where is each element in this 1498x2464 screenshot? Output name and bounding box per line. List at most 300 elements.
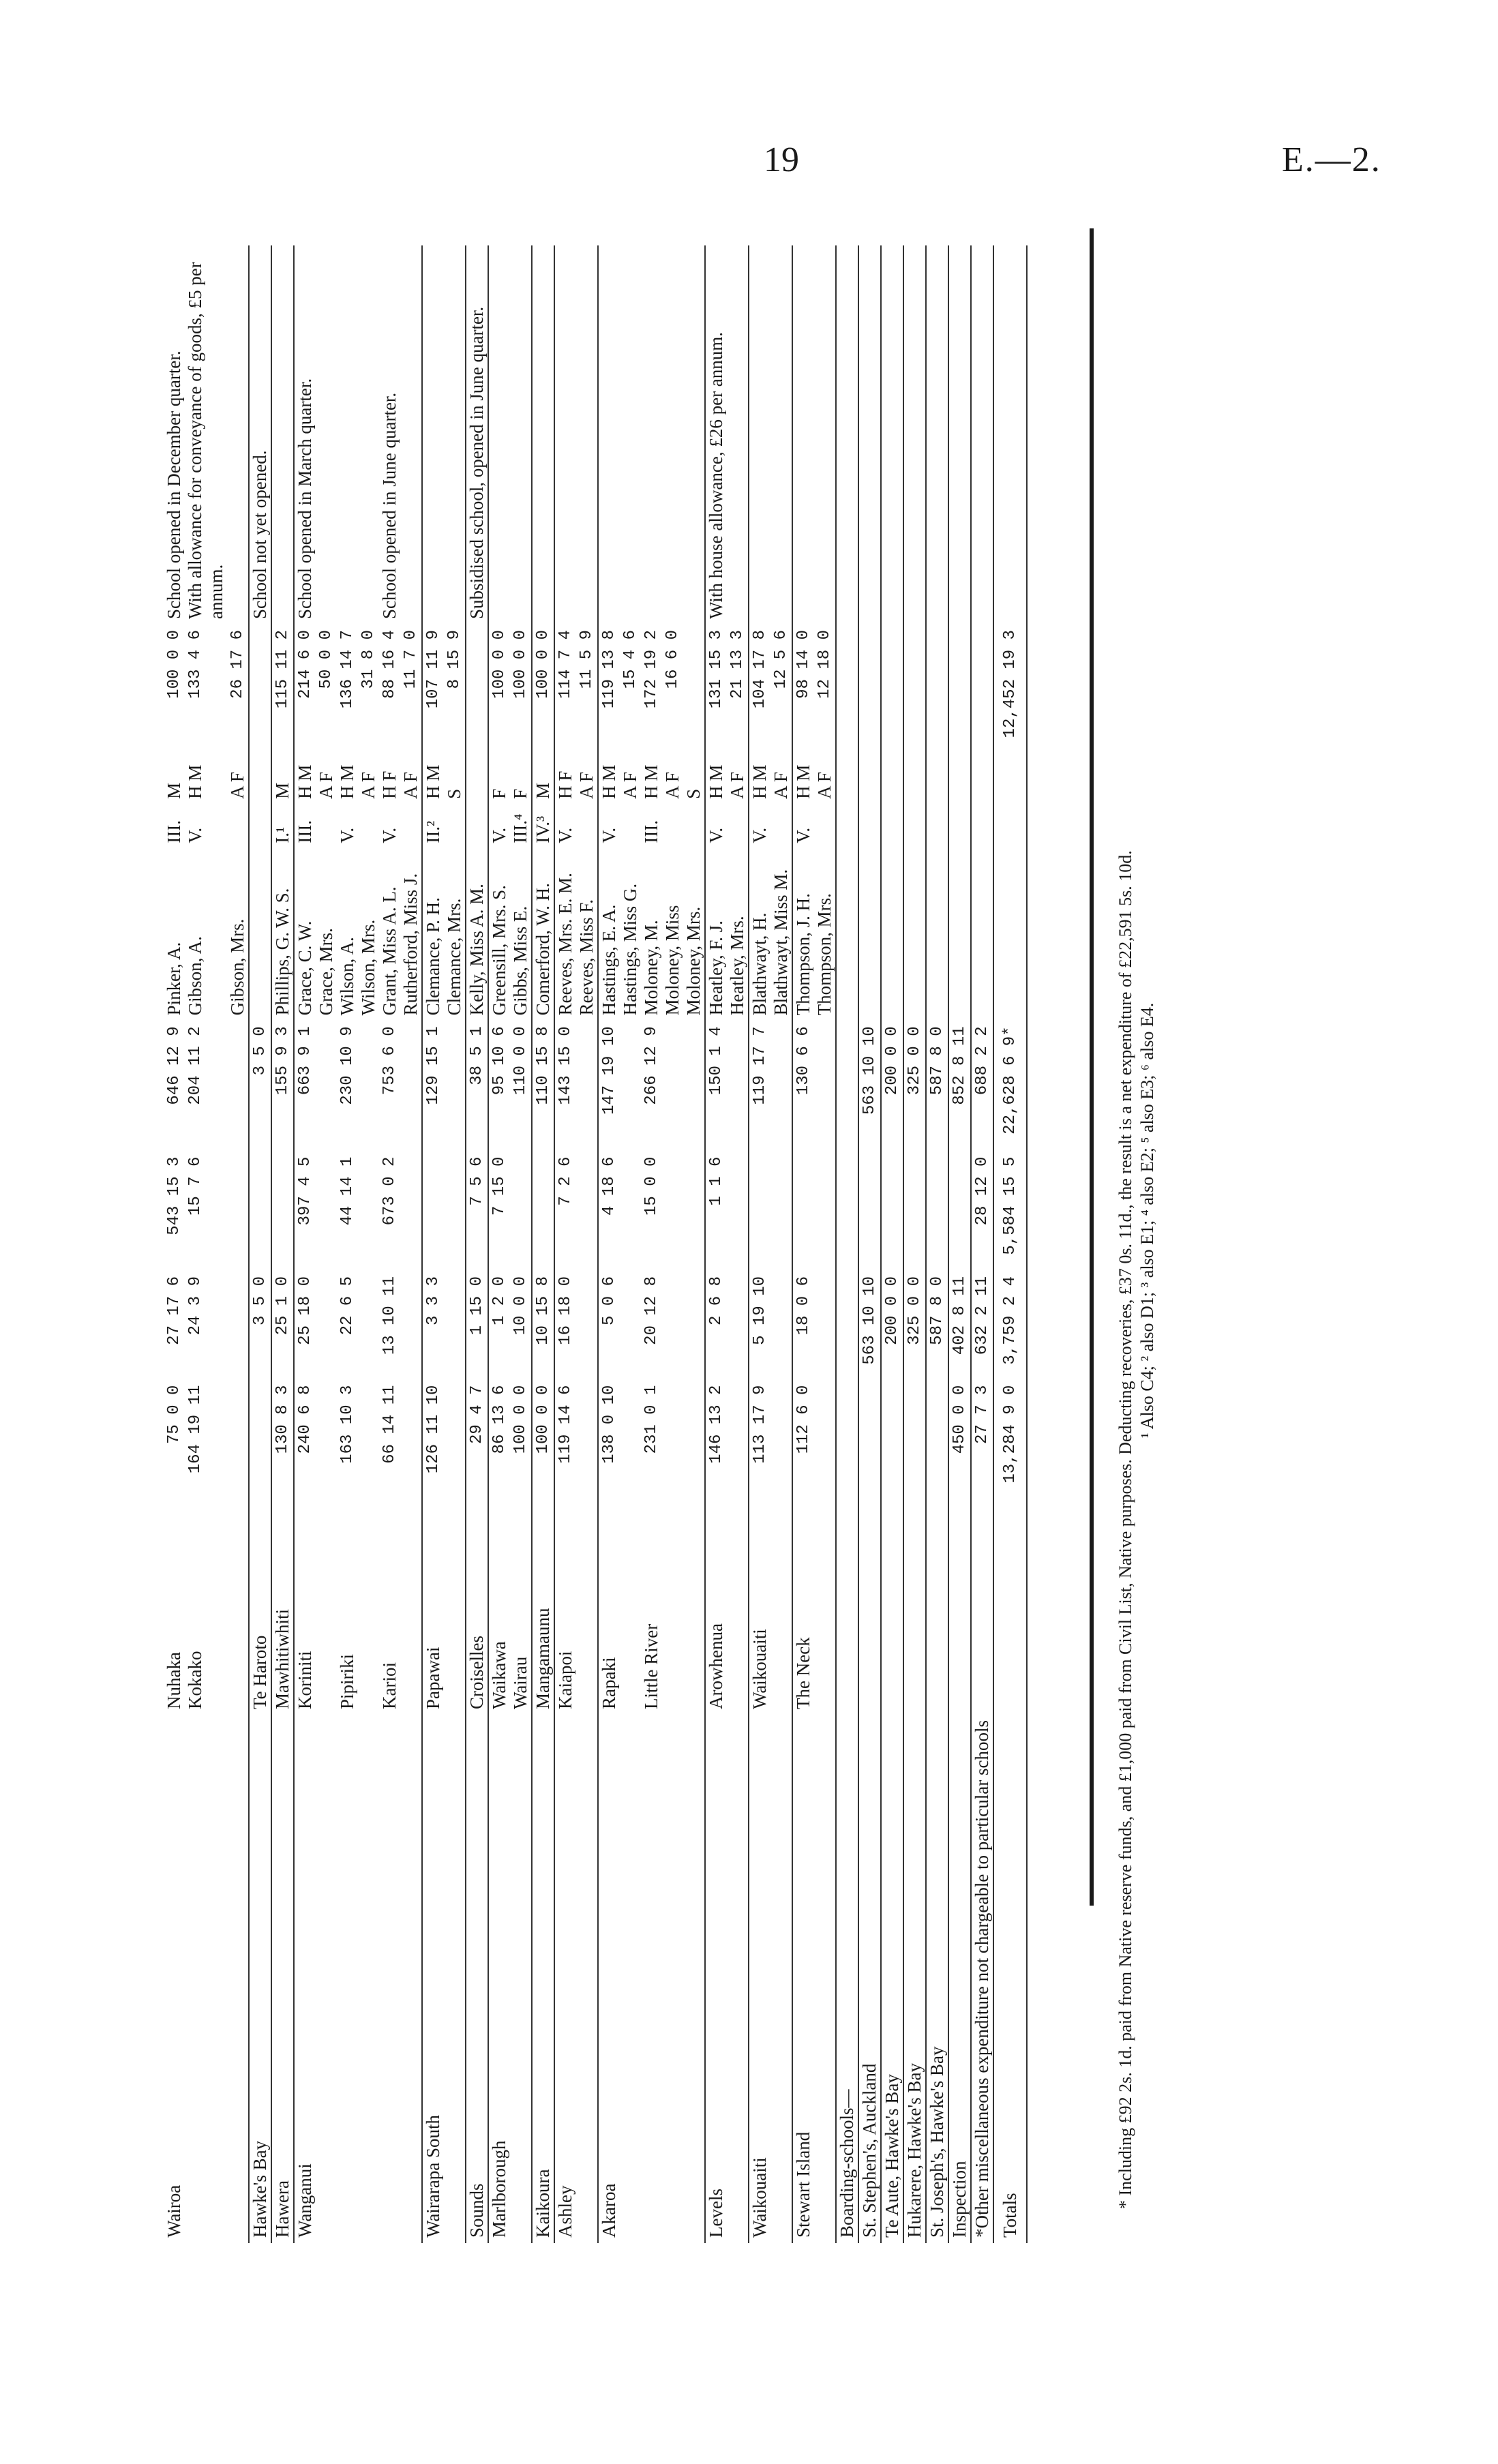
cell-school: Koriniti [294,1499,316,1715]
cell-district: *Other miscellaneous expenditure not chargeable to particular schools [971,1715,993,2243]
cell-c2: 18 0 6 [792,1271,814,1380]
cell-sal: 100 0 0 [532,625,554,755]
cell-cls: V. [705,805,727,849]
cell-c1 [620,1380,641,1499]
cell-c3: 7 2 6 [554,1152,576,1271]
cell-pos: H F [379,770,400,799]
cell-c3 [400,1152,422,1271]
cell-c1 [836,1380,858,1499]
cell-sal: 107 11 9 [422,625,444,755]
cell-sal [903,625,926,755]
total-empty [993,1499,1027,1715]
total-c4: 22,628 6 9* [993,1021,1027,1151]
cell-c2 [227,1271,249,1380]
cell-pos [948,755,971,805]
cell-teacher: Gibson, A. [185,936,205,1016]
table-row [620,245,641,2243]
cell-c4: 204 11 2 [186,1026,205,1105]
cell-sal: 172 19 2 [642,630,661,709]
cell-c4: 663 9 1 [294,1021,316,1151]
cell-remark [948,245,971,625]
cell-district: Sounds [466,1715,488,2243]
cell-cls: IV.³ [532,805,554,849]
cell-remark [836,245,858,625]
cell-school [662,1499,683,1715]
cell-remark [422,245,444,625]
cell-district: Boarding-schools— [836,1715,858,2243]
table-row [662,245,683,2243]
cell-c3 [881,1152,903,1271]
cell-c4 [576,1021,598,1151]
cell-sal [881,625,903,755]
cell-c2: 25 18 0 [294,1271,316,1380]
cell-pos: A F [400,772,421,799]
total-label: Totals [993,1715,1027,2243]
cell-c3: 15 7 6 [186,1156,205,1216]
cell-sal: 11 7 0 [402,630,420,689]
cell-c3 [836,1152,858,1271]
cell-c4: 143 15 0 [554,1021,576,1151]
cell-c4 [444,1021,466,1151]
cell-c1 [858,1380,881,1499]
cell-pos: A F [770,772,791,799]
cell-c1: 86 13 6 [488,1380,510,1499]
cell-cls: V. [792,805,814,849]
cell-remark [532,245,554,625]
cell-school: Wairau [510,1656,530,1709]
cell-c4 [683,1021,705,1151]
cell-teacher: Clemance, P. H. [422,849,444,1021]
cell-c3: 673 0 2 [380,1156,399,1226]
cell-c3 [792,1152,814,1271]
cell-pos: M [271,755,294,805]
cell-c2: 25 1 0 [271,1271,294,1380]
cell-c1: 100 0 0 [511,1385,530,1454]
cell-sal: 88 16 4 [380,630,399,699]
cell-teacher: Wilson, A. [337,937,357,1016]
cell-district [727,1715,749,2243]
table-row [554,245,576,2243]
cell-c4 [662,1021,683,1151]
cell-c1 [400,1380,422,1499]
cell-remark [903,245,926,625]
cell-school: Croiselles [466,1499,488,1715]
table-row [814,245,836,2243]
cell-remark [488,245,510,625]
cell-c4 [400,1021,422,1151]
cell-teacher: Moloney, Mrs. [683,906,704,1016]
cell-c2: 2 6 8 [705,1271,727,1380]
cell-remark [662,245,683,625]
cell-school [444,1499,466,1715]
cell-cls: V. [185,827,205,843]
total-empty [993,755,1027,805]
cell-district [814,1715,836,2243]
cell-c2: 5 19 10 [749,1271,770,1380]
table-row [705,245,727,2243]
cell-c1: 119 14 6 [554,1380,576,1499]
cell-district [683,1715,705,2243]
cell-c4 [814,1021,836,1151]
cell-c3 [358,1152,379,1271]
cell-c3: 397 4 5 [294,1152,316,1271]
cell-remark [358,245,379,625]
cell-school [400,1499,422,1715]
cell-school [358,1499,379,1715]
table-row [926,245,948,2243]
cell-district [400,1715,422,2243]
cell-pos: A F [662,772,683,799]
cell-school [727,1499,749,1715]
cell-c1 [249,1380,271,1499]
cell-c4 [620,1021,641,1151]
cell-c3: 44 14 1 [338,1156,357,1226]
cell-school [227,1499,249,1715]
cell-district: Levels [705,1715,727,2243]
cell-teacher: Grant, Miss A. L. [379,886,400,1016]
cell-c2: 5 0 6 [598,1271,620,1380]
cell-sal [948,625,971,755]
cell-pos: M [532,755,554,805]
cell-pos: H F [554,755,576,805]
cell-teacher: Blathwayt, Miss M. [770,869,791,1016]
cell-school [948,1499,971,1715]
cell-pos [926,755,948,805]
cell-cls [662,805,683,849]
cell-c4: 95 10 6 [488,1021,510,1151]
cell-pos: H M [422,755,444,805]
table-row [337,245,358,2243]
cell-c3 [749,1152,770,1271]
footnotes [1115,232,1158,2209]
cell-remark [858,245,881,625]
cell-cls [727,805,749,849]
cell-teacher: Comerford, W. H. [532,849,554,1021]
cell-c4: 230 10 9 [338,1026,357,1105]
cell-school: Papawai [422,1499,444,1715]
cell-cls: III.⁴ [510,813,530,843]
cell-pos: H M [598,755,620,805]
cell-remark [271,245,294,625]
cell-school [836,1499,858,1715]
cell-c1 [770,1380,792,1499]
cell-c3 [662,1152,683,1271]
total-empty [993,849,1027,1021]
cell-remark [814,245,836,625]
cell-cls [903,805,926,849]
table-row [227,245,249,2243]
cell-district [576,1715,598,2243]
cell-school: Nuhaka [164,1652,184,1709]
cell-school: Waikouaiti [749,1499,770,1715]
cell-cls: III. [294,805,316,849]
cell-district: Wairoa [164,2184,184,2238]
cell-pos [466,755,488,805]
cell-cls [770,805,792,849]
expenditure-table-rotated [164,245,1098,2243]
cell-teacher: Grace, C. W. [294,849,316,1021]
cell-sal [683,625,705,755]
table-row [185,245,227,2243]
cell-c2: 27 17 6 [165,1276,183,1345]
cell-pos: A F [227,772,248,799]
cell-c4: 3 5 0 [249,1021,271,1151]
cell-c1 [814,1380,836,1499]
cell-cls: III. [164,820,184,843]
table-row [948,245,971,2243]
cell-pos: A F [576,772,597,799]
table-row [358,245,379,2243]
cell-c4: 646 12 9 [165,1026,183,1105]
cell-c1: 164 19 11 [186,1385,205,1474]
cell-c2 [444,1271,466,1380]
cell-remark: School opened in March quarter. [294,245,316,625]
cell-sal: 115 11 2 [271,625,294,755]
cell-school: Te Haroto [249,1499,271,1715]
table-row [249,245,271,2243]
cell-c2: 20 12 8 [642,1276,661,1345]
cell-district: St. Stephen's, Auckland [858,1715,881,2243]
cell-pos: H M [294,755,316,805]
cell-c2: 200 0 0 [881,1271,903,1380]
table-row [881,245,903,2243]
cell-c1 [444,1380,466,1499]
cell-cls: V. [554,805,576,849]
total-sal: 12,452 19 3 [993,625,1027,755]
cell-c1 [903,1380,926,1499]
cell-district [358,1715,379,2243]
cell-c1: 100 0 0 [532,1380,554,1499]
cell-c3 [271,1152,294,1271]
cell-teacher [858,849,881,1021]
cell-c3: 4 18 6 [598,1152,620,1271]
cell-teacher [971,849,993,1021]
cell-sal: 98 14 0 [792,625,814,755]
cell-c3 [510,1152,532,1271]
cell-c4: 110 0 0 [511,1026,530,1096]
series-code: E.—2. [1282,140,1381,179]
cell-c4: 563 10 10 [858,1021,881,1151]
cell-school: Waikawa [488,1499,510,1715]
cell-cls [858,805,881,849]
cell-sal: 8 15 9 [445,630,464,689]
cell-pos [881,755,903,805]
cell-c2: 1 15 0 [466,1271,488,1380]
cell-c1 [316,1380,337,1499]
page-number: 19 [764,140,799,179]
cell-school [770,1499,792,1715]
cell-pos [903,755,926,805]
cell-c3 [227,1152,249,1271]
cell-c4: 852 8 11 [948,1021,971,1151]
cell-cls [971,805,993,849]
cell-remark [554,245,576,625]
cell-pos: F [488,755,510,805]
cell-cls [249,805,271,849]
cell-c3 [422,1152,444,1271]
cell-school: Kaiapoi [554,1499,576,1715]
cell-sal [836,625,858,755]
cell-district: Stewart Island [792,1715,814,2243]
cell-cls [576,805,598,849]
cell-c2 [770,1271,792,1380]
table-row [488,245,510,2243]
cell-c3 [858,1152,881,1271]
cell-c1 [881,1380,903,1499]
cell-cls [814,805,836,849]
cell-c1: 113 17 9 [749,1380,770,1499]
cell-c1: 231 0 1 [642,1385,661,1454]
cell-teacher: Gibson, Mrs. [227,918,248,1016]
cell-cls: V. [598,805,620,849]
cell-c3: 7 15 0 [488,1152,510,1271]
cell-district: Ashley [554,1715,576,2243]
cell-c2: 402 8 11 [948,1271,971,1380]
cell-remark [770,245,792,625]
cell-district [510,1715,532,2243]
cell-sal: 21 13 3 [728,630,747,699]
cell-remark: School not yet opened. [249,245,271,625]
table-row [379,245,400,2243]
cell-c2: 325 0 0 [903,1271,926,1380]
cell-remark [598,245,620,625]
cell-c4: 130 6 6 [792,1021,814,1151]
cell-c3 [316,1152,337,1271]
cell-c2: 24 3 9 [186,1276,205,1336]
cell-c2 [836,1271,858,1380]
cell-c4: 753 6 0 [380,1026,399,1096]
cell-remark [227,245,249,625]
cell-district [620,1715,641,2243]
cell-district [641,1715,662,2243]
cell-c1: 126 11 10 [422,1380,444,1499]
cell-cls [881,805,903,849]
cell-c2: 10 15 8 [532,1271,554,1380]
cell-remark [510,245,532,625]
cell-district [444,1715,466,2243]
cell-teacher: Hastings, Miss G. [620,883,640,1016]
cell-c3 [903,1152,926,1271]
cell-c4 [316,1021,337,1151]
table-row [641,245,662,2243]
cell-remark: With house allowance, £26 per annum. [705,245,727,625]
cell-remark [792,245,814,625]
cell-c4: 155 9 3 [271,1021,294,1151]
cell-district: Te Aute, Hawke's Bay [881,1715,903,2243]
cell-teacher: Clemance, Mrs. [444,898,464,1016]
cell-c1: 138 0 10 [598,1380,620,1499]
total-c3: 5,584 15 5 [993,1152,1027,1271]
cell-c4: 200 0 0 [881,1021,903,1151]
cell-c1 [683,1380,705,1499]
cell-sal: 214 6 0 [294,625,316,755]
cell-remark [620,245,641,625]
cell-c4: 129 15 1 [422,1021,444,1151]
cell-c2: 1 2 0 [488,1271,510,1380]
cell-teacher [926,849,948,1021]
table-row [858,245,881,2243]
cell-c3 [770,1152,792,1271]
cell-pos: A F [620,772,640,799]
cell-c1: 450 0 0 [948,1380,971,1499]
table-row [971,245,993,2243]
cell-c2 [316,1271,337,1380]
cell-remark: Subsidised school, opened in June quarter. [466,245,488,625]
cell-pos: H M [749,755,770,805]
cell-sal [926,625,948,755]
cell-district: Waikouaiti [749,1715,770,2243]
cell-sal: 26 17 6 [228,630,247,699]
cell-school: Pipiriki [337,1653,357,1709]
cell-cls [683,805,705,849]
cell-c1: 163 10 3 [338,1385,357,1464]
cell-cls: II.² [422,805,444,849]
cell-c3 [683,1152,705,1271]
cell-remark [926,245,948,625]
cell-c3 [948,1152,971,1271]
cell-c1: 27 7 3 [971,1380,993,1499]
cell-district [227,1715,249,2243]
cell-teacher: Thompson, Mrs. [814,893,835,1016]
cell-c2 [358,1271,379,1380]
cell-sal [858,625,881,755]
cell-pos: H M [705,755,727,805]
cell-teacher: Wilson, Mrs. [358,919,378,1016]
cell-sal: 15 4 6 [621,630,640,689]
cell-teacher: Hastings, E. A. [598,849,620,1021]
cell-sal: 131 15 3 [705,625,727,755]
cell-district: Hawera [271,1715,294,2243]
cell-c4: 147 19 10 [598,1021,620,1151]
cell-c4 [836,1021,858,1151]
cell-teacher: Kelly, Miss A. M. [466,849,488,1021]
cell-sal: 12 5 6 [772,630,790,689]
cell-c1: 146 13 2 [705,1380,727,1499]
cell-sal: 104 17 8 [749,625,770,755]
cell-school: Mawhitiwhiti [271,1499,294,1715]
cell-teacher: Grace, Mrs. [316,928,336,1016]
cell-teacher: Rutherford, Miss J. [400,873,421,1016]
table-row [400,245,422,2243]
cell-c3 [249,1152,271,1271]
cell-teacher [836,849,858,1021]
cell-c2: 563 10 10 [858,1271,881,1380]
cell-school: Little River [641,1623,661,1709]
cell-teacher: Moloney, M. [641,920,661,1016]
cell-c1 [576,1380,598,1499]
cell-teacher: Gibbs, Miss E. [510,905,530,1016]
table-row [316,245,337,2243]
cell-c2: 3 3 3 [422,1271,444,1380]
cell-c2 [662,1271,683,1380]
table-row [164,245,185,2243]
total-empty [993,245,1027,625]
cell-sal: 12 18 0 [815,630,834,699]
cell-sal [466,625,488,755]
cell-remark [576,245,598,625]
cell-c4 [770,1021,792,1151]
cell-c1 [358,1380,379,1499]
cell-pos [971,755,993,805]
cell-c4: 266 12 9 [642,1026,661,1105]
cell-school [926,1499,948,1715]
cell-cls [227,805,249,849]
cell-pos: H M [185,764,205,799]
cell-district: Inspection [948,1715,971,2243]
table-row [598,245,620,2243]
cell-c3 [814,1152,836,1271]
cell-c1: 66 14 11 [380,1385,399,1464]
